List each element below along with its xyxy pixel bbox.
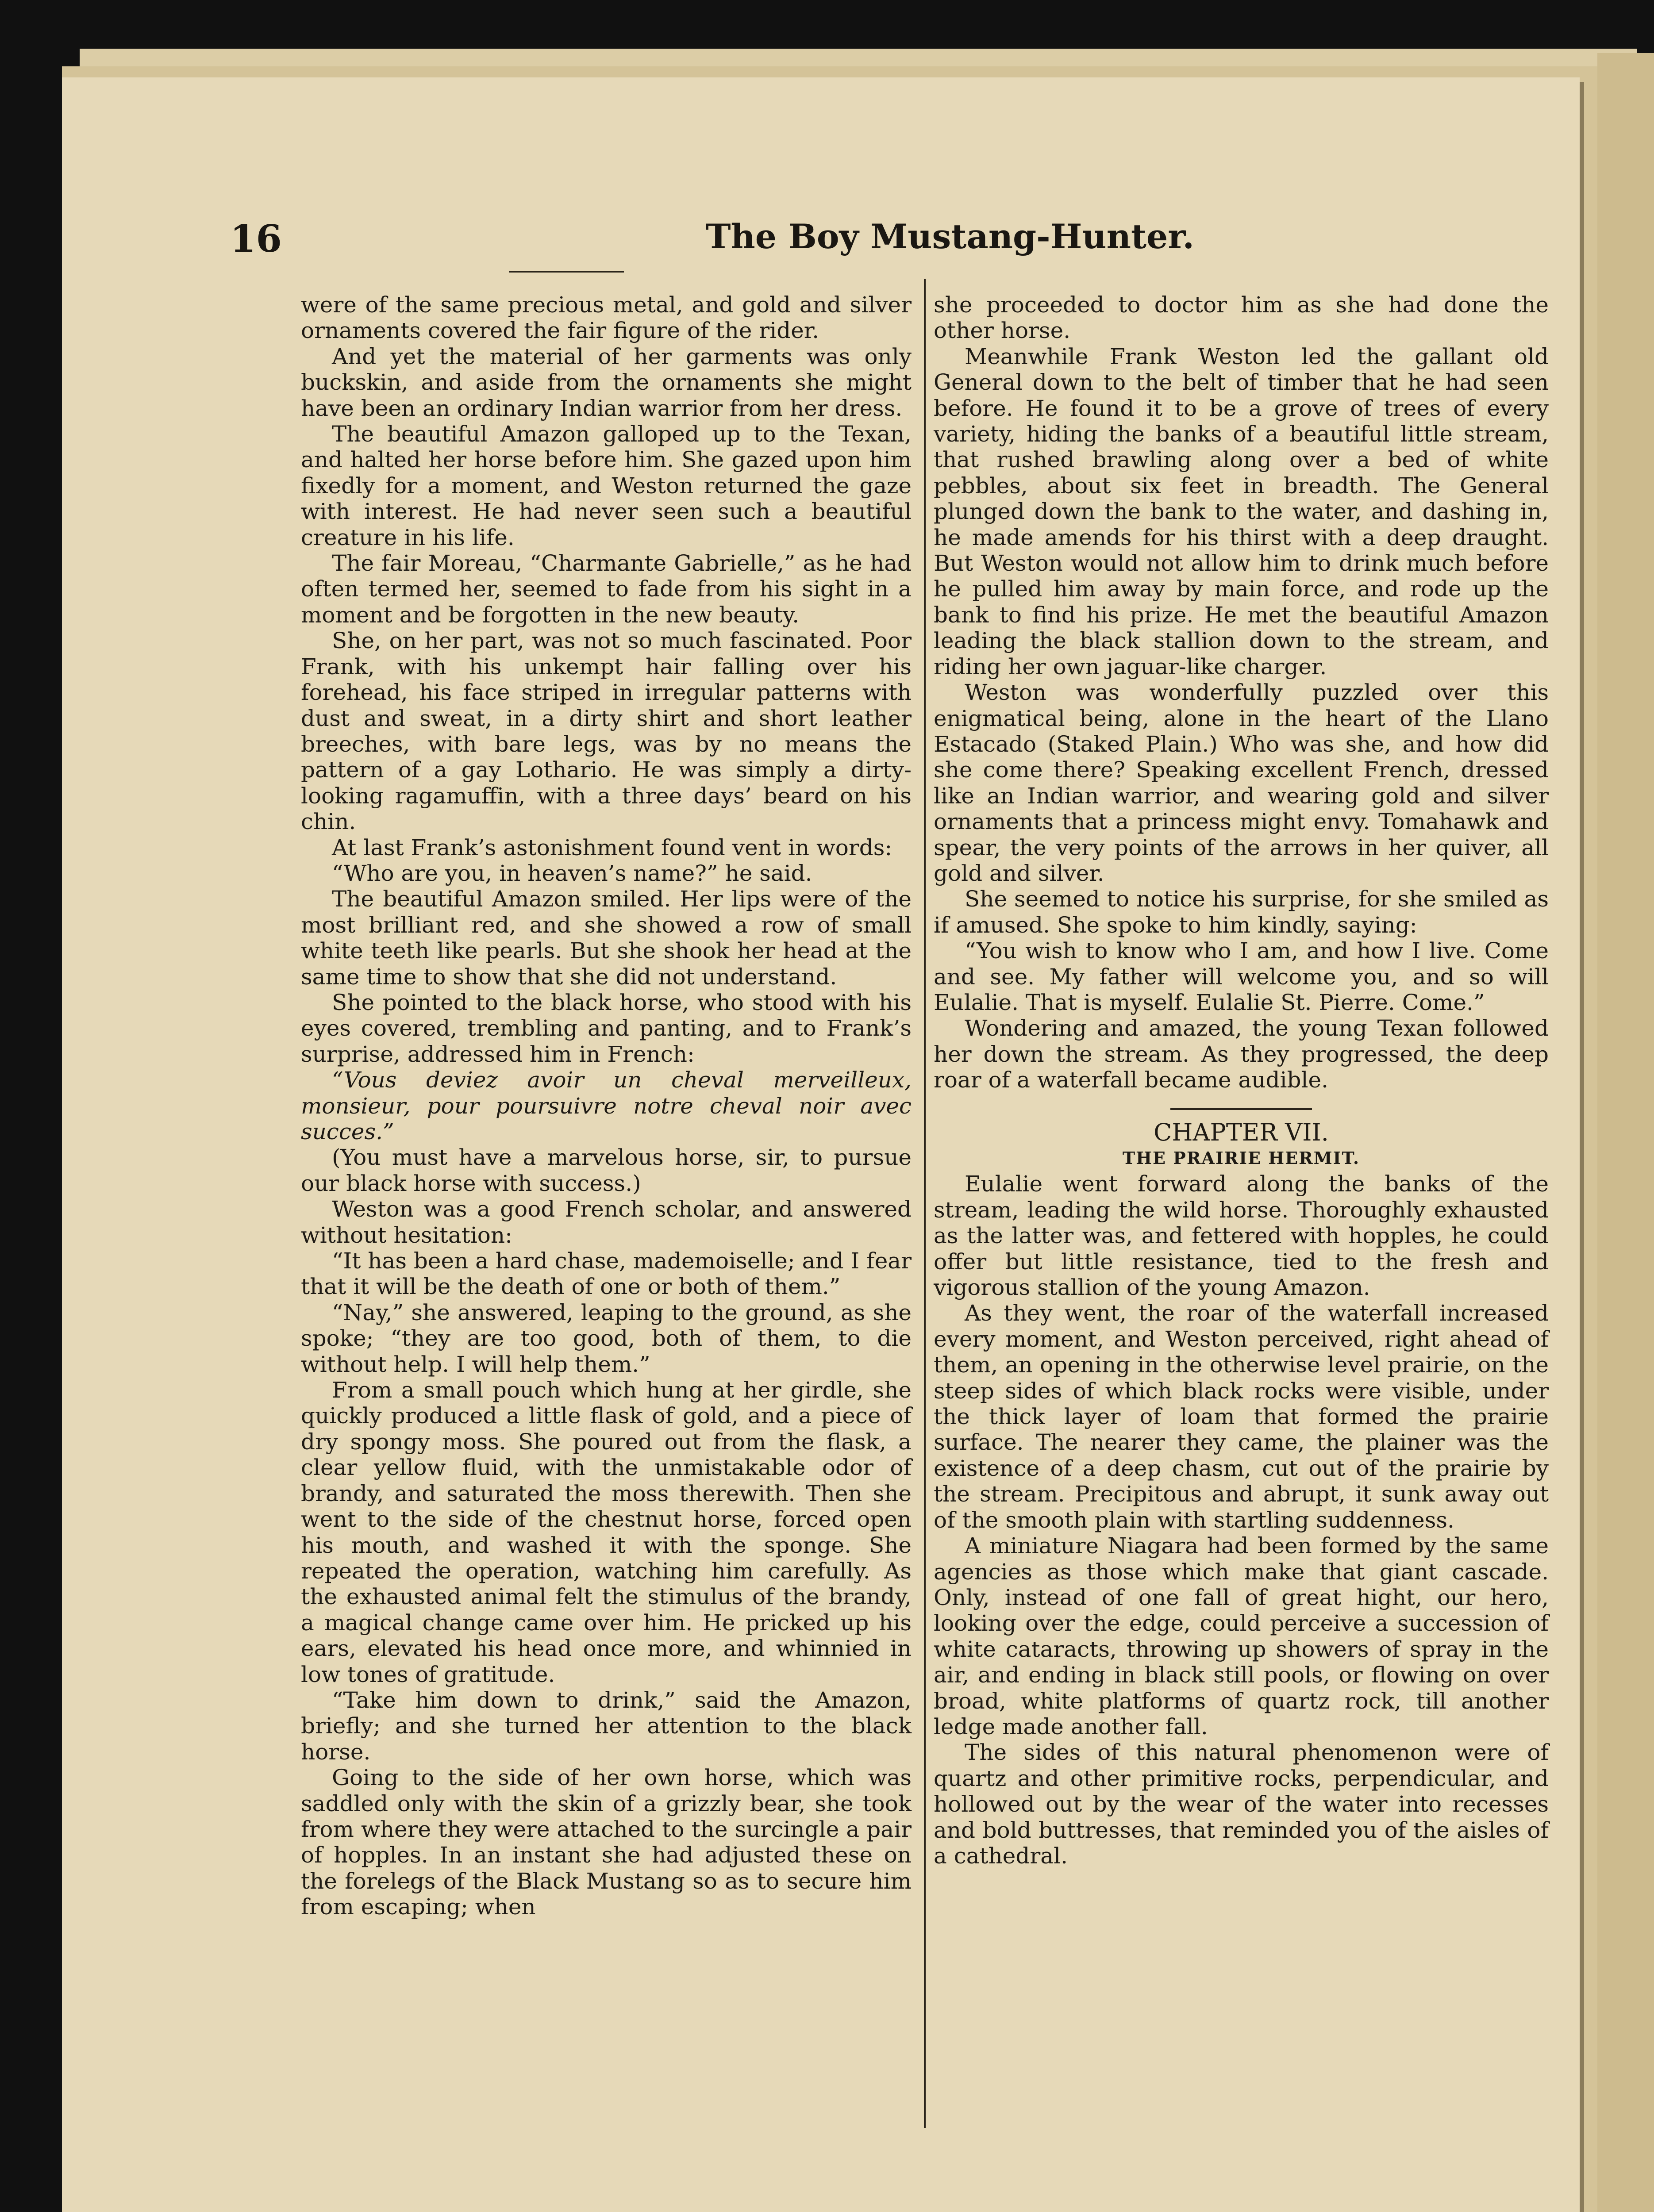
paragraph: (You must have a marvelous horse, sir, to pursue our black horse with success.) — [301, 1144, 912, 1196]
page-header — [230, 212, 1553, 265]
page-number: 16 — [230, 217, 282, 261]
facing-page-edge — [1597, 53, 1654, 2212]
paragraph: Going to the side of her own horse, which was saddled only with the skin of a grizzly bear, she took from where they were attached to the surcingle a pair of hopples. In an instant she had adjusted these on the forelegs of the Black Mustang so as to secure him from escaping; when — [301, 1765, 912, 1920]
paragraph: She pointed to the black horse, who stood with his eyes covered, trembling and panting, and to Frank’s surprise, addressed him in French: — [301, 989, 912, 1067]
chapter-subtitle: THE PRAIRIE HERMIT. — [1122, 1148, 1360, 1168]
chapter-heading: CHAPTER VII. — [1154, 1118, 1329, 1146]
french-quote: “Vous deviez avoir un cheval merveilleux, monsieur, pour poursuivre notre cheval noir avec succes.” — [301, 1067, 912, 1144]
paragraph: From a small pouch which hung at her girdle, she quickly produced a little flask of gold, and a piece of dry spongy moss. She poured out from the flask, a clear yellow fluid, with the unmistakable odor of brandy, and saturated the moss therewith. Then she went to the side of the chestnut horse, forced open his mouth, and washed it with the sponge. She repeated the operation, watching him carefully. As the exhausted animal felt the stimulus of the brandy, a magical change came over him. He pricked up his ears, elevated his head once more, and whinnied in low tones of gratitude. — [301, 1377, 912, 1687]
paragraph: Meanwhile Frank Weston led the gallant old General down to the belt of timber that he had seen before. He found it to be a grove of trees of every variety, hiding the banks of a beautiful little stream, that rushed brawling along over a bed of white pebbles, about six feet in breadth. The General plunged down the bank to the water, and dashing in, he made amends for his thirst with a deep draught. But Weston would not allow him to drink much before he pulled him away by main force, and rode up the bank to find his prize. He met the beautiful Amazon leading the black stallion down to the stream, and riding her own jaguar-like charger. — [934, 343, 1549, 680]
paragraph: As they went, the roar of the waterfall increased every moment, and Weston perceived, right ahead of them, an opening in the otherwise level prairie, on the steep sides of which black rocks were visible, under the thick layer of loam that formed the prairie surface. The nearer they came, the plainer was the existence of a deep chasm, cut out of the prairie by the stream. Precipitous and abrupt, it sunk away out of the smooth plain with startling suddenness. — [934, 1300, 1549, 1533]
column-divider — [924, 279, 926, 2128]
paragraph: “Who are you, in heaven’s name?” he said. — [332, 860, 812, 886]
paragraph: “Take him down to drink,” said the Amazon, briefly; and she turned her attention to the black horse. — [301, 1687, 912, 1765]
right-column — [934, 292, 1549, 1869]
paragraph: The sides of this natural phenomenon were of quartz and other primitive rocks, perpendicular, and hollowed out by the wear of the water into recesses and bold buttresses, that reminded you of the aisles of a cathedral. — [934, 1740, 1549, 1869]
left-column — [301, 292, 912, 1920]
chapter-rule — [1170, 1108, 1312, 1110]
paragraph: She seemed to notice his surprise, for she smiled as if amused. She spoke to him kindly, saying: — [934, 886, 1549, 938]
running-title: The Boy Mustang-Hunter. — [706, 217, 1194, 256]
paragraph: The beautiful Amazon smiled. Her lips were of the most brilliant red, and she showed a row of small white teeth like pearls. But she shook her head at the same time to show that she did not understand. — [301, 886, 912, 990]
paragraph: A miniature Niagara had been formed by the same agencies as those which make that giant cascade. Only, instead of one fall of great hight, our hero, looking over the edge, could perceive a succession of white cataracts, throwing up showers of spray in the air, and ending in black still pools, or flowing on over broad, white platforms of quartz rock, till another ledge made another fall. — [934, 1533, 1549, 1740]
paragraph: she proceeded to doctor him as she had done the other horse. — [934, 292, 1549, 344]
paragraph: At last Frank’s astonishment found vent in words: — [332, 834, 892, 860]
paragraph: “It has been a hard chase, mademoiselle; and I fear that it will be the death of one or both of them.” — [301, 1248, 912, 1300]
paragraph: Eulalie went forward along the banks of the stream, leading the wild horse. Thoroughly exhausted as the latter was, and fettered with hopples, he could offer but little resistance, tied to the fresh and vigorous stallion of the young Amazon. — [934, 1171, 1549, 1301]
paragraph: Weston was wonderfully puzzled over this enigmatical being, alone in the heart of the Llano Estacado (Staked Plain.) Who was she, and how did she come there? Speaking excellent French, dressed like an Indian warrior, and wearing gold and silver ornaments that a princess might envy. Tomahawk and spear, the very points of the arrows in her quiver, all gold and silver. — [934, 680, 1549, 886]
paragraph: Weston was a good French scholar, and answered without hesitation: — [301, 1196, 912, 1248]
paragraph: were of the same precious metal, and gold and silver ornaments covered the fair figure of the rider. — [301, 292, 912, 344]
paragraph: The fair Moreau, “Charmante Gabrielle,” as he had often termed her, seemed to fade from his sight in a moment and be forgotten in the new beauty. — [301, 550, 912, 628]
paragraph: “You wish to know who I am, and how I live. Come and see. My father will welcome you, and so will Eulalie. That is myself. Eulalie St. Pierre. Come.” — [934, 938, 1549, 1015]
paragraph: “Nay,” she answered, leaping to the ground, as she spoke; “they are too good, both of them, to die without help. I will help them.” — [301, 1299, 912, 1377]
paragraph: And yet the material of her garments was only buckskin, and aside from the ornaments she might have been an ordinary Indian warrior from her dress. — [301, 343, 912, 421]
paragraph: The beautiful Amazon galloped up to the Texan, and halted her horse before him. She gazed upon him fixedly for a moment, and Weston returned the gaze with interest. He had never seen such a beautiful creature in his life. — [301, 421, 912, 550]
paragraph: Wondering and amazed, the young Texan followed her down the stream. As they progressed, the deep roar of a waterfall became audible. — [934, 1015, 1549, 1093]
header-rule — [509, 271, 624, 273]
paragraph: She, on her part, was not so much fascinated. Poor Frank, with his unkempt hair falling over his forehead, his face striped in irregular patterns with dust and sweat, in a dirty shirt and short leather breeches, with bare legs, was by no means the pattern of a gay Lothario. He was simply a dirty-looking ragamuffin, with a three days’ beard on his chin. — [301, 628, 912, 835]
